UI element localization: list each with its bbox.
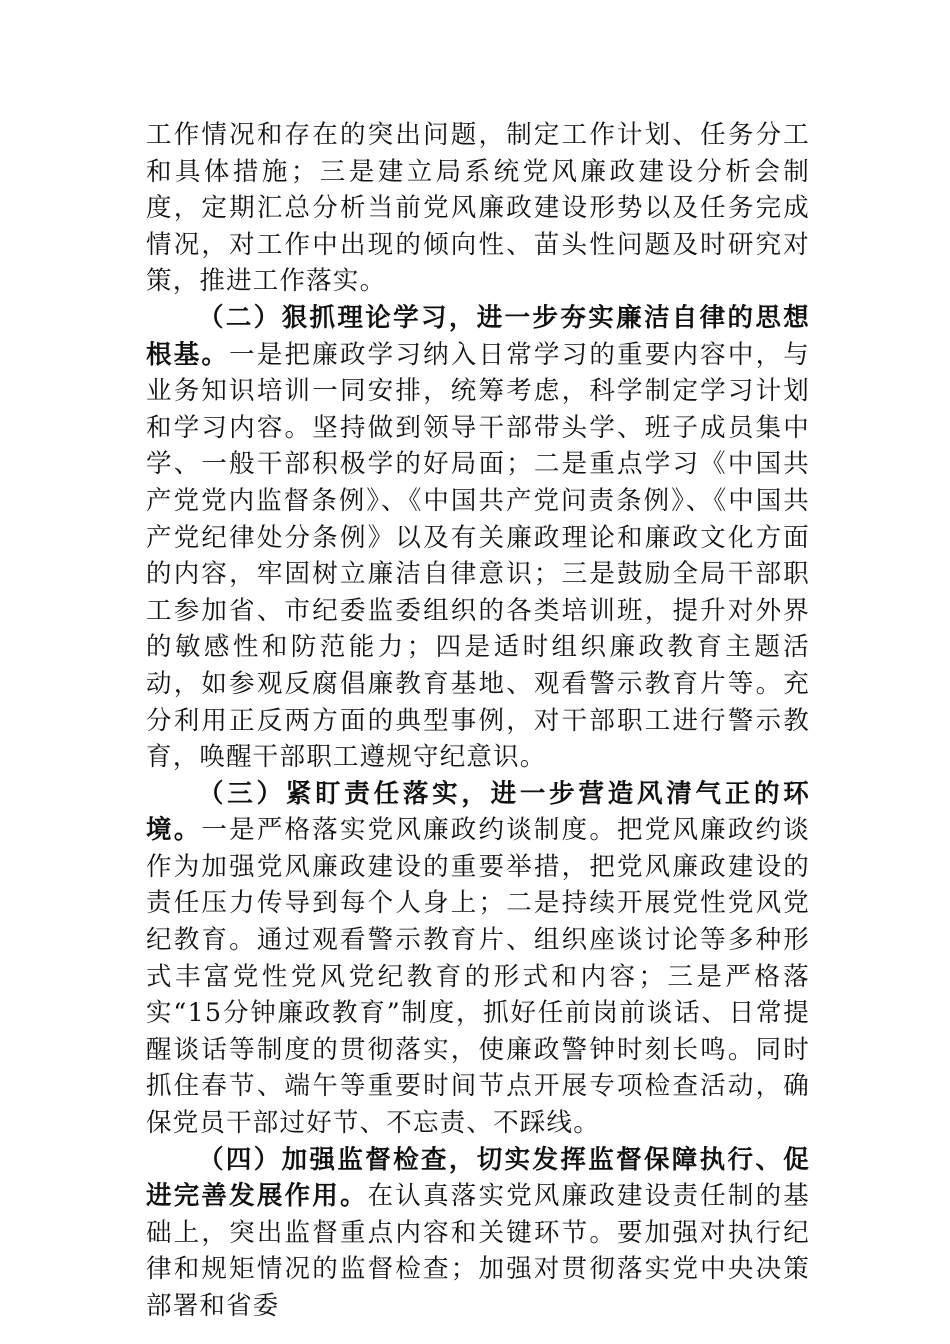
document-body	[146, 117, 810, 1325]
paragraph-section-4	[146, 1142, 810, 1325]
section-heading: （二）狠抓理论学习，进一步夯实廉洁自律的思想根基。	[146, 302, 810, 370]
paragraph-body: 一是把廉政学习纳入日常学习的重要内容中，与业务知识培训一同安排，统筹考虑，科学制定学习计划和学习内容。坚持做到领导干部带头学、班子成员集中学、一般干部积极学的好局面；二是重点学习《中国共产党党内监督条例》、《中国共产党问责条例》、《中国共产党纪律处分条例》以及有关廉政理论和廉政文化方面的内容，牢固树立廉洁自律意识；三是鼓励全局干部职工参加省、市纪委监委组织的各类培训班，提升对外界的敏感性和防范能力；四是适时组织廉政教育主题活动，如参观反腐倡廉教育基地、观看警示教育片等。充分利用正反两方面的典型事例，对干部职工进行警示教育，唤醒干部职工遵规守纪意识。	[146, 339, 810, 773]
section-heading: （四）加强监督检查，切实发挥监督保障执行、促进完善发展作用。	[146, 1144, 810, 1212]
paragraph-body: 一是严格落实党风廉政约谈制度。把党风廉政约谈作为加强党风廉政建设的重要举措，把党风廉政建设的责任压力传导到每个人身上；二是持续开展党性党风党纪教育。通过观看警示教育片、组织座谈讨论等多种形式丰富党性党风党纪教育的形式和内容；三是严格落实“15分钟廉政教育”制度，抓好任前岗前谈话、日常提醒谈话等制度的贯彻落实，使廉政警钟时刻长鸣。同时抓住春节、端午等重要时间节点开展专项检查活动，确保党员干部过好节、不忘责、不踩线。	[146, 815, 810, 1139]
paragraph-body: 在认真落实党风廉政建设责任制的基础上，突出监督重点内容和关键环节。要加强对执行纪律和规矩情况的监督检查；加强对贯彻落实党中央决策部署和省委	[146, 1181, 810, 1321]
paragraph-body: 工作情况和存在的突出问题，制定工作计划、任务分工和具体措施；三是建立局系统党风廉政建设分析会制度，定期汇总分析当前党风廉政建设形势以及任务完成情况，对工作中出现的倾向性、苗头性问题及时研究对策，推进工作落实。	[146, 120, 810, 297]
section-heading: （三）紧盯责任落实，进一步营造风清气正的环境。	[146, 778, 810, 846]
paragraph-section-2	[146, 300, 810, 776]
paragraph-continuation	[146, 117, 810, 300]
paragraph-section-3	[146, 776, 810, 1142]
